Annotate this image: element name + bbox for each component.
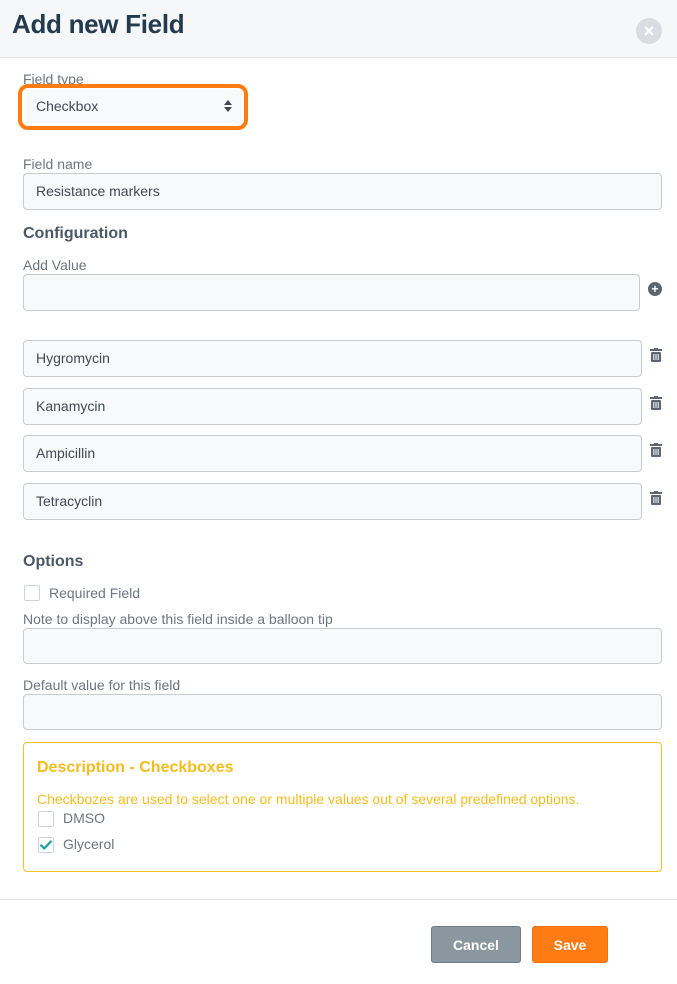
trash-icon[interactable] bbox=[650, 443, 662, 457]
check-icon bbox=[39, 838, 53, 852]
value-row[interactable]: Kanamycin bbox=[23, 388, 642, 425]
default-value-label: Default value for this field bbox=[23, 677, 181, 693]
default-value-input[interactable] bbox=[23, 694, 662, 730]
description-title: Description - Checkboxes bbox=[37, 759, 234, 776]
footer-divider bbox=[0, 899, 677, 900]
dialog-header bbox=[0, 0, 677, 58]
field-type-select[interactable] bbox=[26, 90, 242, 123]
example-checkbox-dmso[interactable] bbox=[38, 811, 54, 827]
field-name-input[interactable]: Resistance markers bbox=[23, 173, 662, 210]
note-label: Note to display above this field inside a balloon tip bbox=[23, 611, 333, 627]
field-name-label: Field name bbox=[23, 156, 93, 172]
close-icon[interactable]: × bbox=[636, 18, 662, 44]
sort-arrows-icon bbox=[223, 99, 233, 113]
trash-icon[interactable] bbox=[650, 396, 662, 410]
field-type-label: Field type bbox=[23, 71, 84, 87]
description-text: Checkbozes are used to select one or multiple values out of several predefined options. bbox=[37, 791, 580, 807]
configuration-heading: Configuration bbox=[23, 225, 128, 242]
required-field-checkbox[interactable] bbox=[24, 585, 40, 601]
description-box bbox=[23, 742, 662, 872]
add-value-plus-icon[interactable]: + bbox=[648, 282, 662, 296]
note-input[interactable] bbox=[23, 628, 662, 664]
example-label-dmso: DMSO bbox=[63, 810, 105, 826]
value-row[interactable]: Ampicillin bbox=[23, 435, 642, 472]
required-field-label: Required Field bbox=[49, 585, 141, 601]
options-heading: Options bbox=[23, 553, 84, 570]
add-value-input[interactable] bbox=[23, 274, 640, 311]
trash-icon[interactable] bbox=[650, 348, 662, 362]
dialog-title: Add new Field bbox=[12, 9, 185, 39]
example-checkbox-glycerol[interactable] bbox=[38, 837, 54, 853]
example-label-glycerol: Glycerol bbox=[63, 836, 115, 852]
value-row[interactable]: Tetracyclin bbox=[23, 483, 642, 520]
save-button[interactable]: Save bbox=[532, 926, 608, 963]
add-value-label: Add Value bbox=[23, 257, 87, 273]
value-row[interactable]: Hygromycin bbox=[23, 340, 642, 377]
trash-icon[interactable] bbox=[650, 491, 662, 505]
cancel-button[interactable]: Cancel bbox=[431, 926, 521, 963]
field-type-value: Checkbox bbox=[36, 98, 99, 114]
